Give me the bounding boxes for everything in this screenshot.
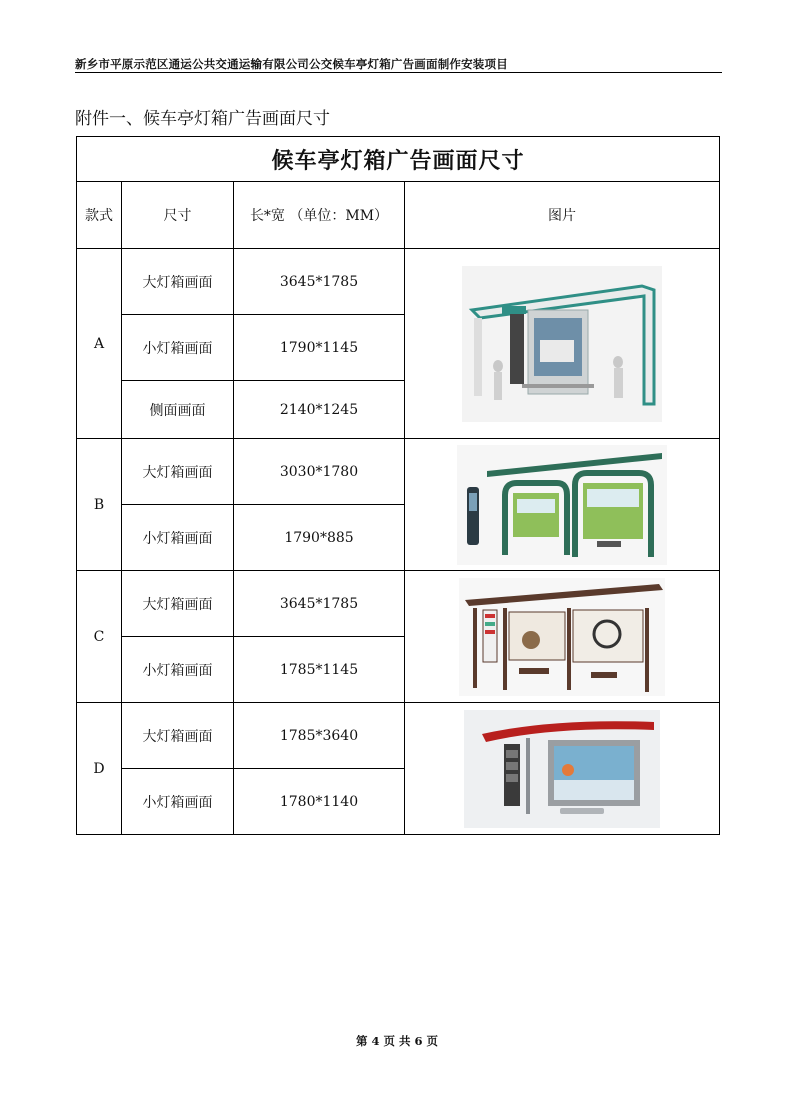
size-cell: 小灯箱画面 xyxy=(122,637,234,703)
dimension-cell: 3030*1780 xyxy=(234,439,405,505)
dimension-cell: 3645*1785 xyxy=(234,571,405,637)
style-cell-d: D xyxy=(77,703,122,835)
style-cell-c: C xyxy=(77,571,122,703)
size-cell: 大灯箱画面 xyxy=(122,571,234,637)
dimension-cell: 1790*885 xyxy=(234,505,405,571)
size-cell: 大灯箱画面 xyxy=(122,703,234,769)
annex-title: 附件一、候车亭灯箱广告画面尺寸 xyxy=(75,109,330,129)
dimension-cell: 1780*1140 xyxy=(234,769,405,835)
size-cell: 大灯箱画面 xyxy=(122,249,234,315)
image-cell-b xyxy=(405,439,720,571)
dimension-cell: 1790*1145 xyxy=(234,315,405,381)
column-header-size: 尺寸 xyxy=(122,182,234,249)
page-footer: 第 4 页 共 6 页 xyxy=(355,1034,439,1048)
size-cell: 小灯箱画面 xyxy=(122,315,234,381)
bus-shelter-b-image xyxy=(457,445,667,565)
dimension-cell: 1785*3640 xyxy=(234,703,405,769)
document-header: 新乡市平原示范区通运公共交通运输有限公司公交候车亭灯箱广告画面制作安装项目 xyxy=(75,57,508,71)
column-header-style: 款式 xyxy=(77,182,122,249)
size-cell: 小灯箱画面 xyxy=(122,505,234,571)
column-header-image: 图片 xyxy=(405,182,720,249)
size-cell: 小灯箱画面 xyxy=(122,769,234,835)
bus-shelter-a-image xyxy=(462,266,662,422)
dimension-cell: 1785*1145 xyxy=(234,637,405,703)
size-table xyxy=(76,136,720,835)
style-cell-a: A xyxy=(77,249,122,439)
size-cell: 大灯箱画面 xyxy=(122,439,234,505)
header-divider xyxy=(75,72,722,73)
style-cell-b: B xyxy=(77,439,122,571)
bus-shelter-d-image xyxy=(464,710,660,828)
image-cell-c xyxy=(405,571,720,703)
dimension-cell: 2140*1245 xyxy=(234,381,405,439)
table-title: 候车亭灯箱广告画面尺寸 xyxy=(77,137,720,182)
image-cell-d xyxy=(405,703,720,835)
column-header-dimensions: 长*宽 （单位：MM） xyxy=(234,182,405,249)
bus-shelter-c-image xyxy=(459,578,665,696)
image-cell-a xyxy=(405,249,720,439)
dimension-cell: 3645*1785 xyxy=(234,249,405,315)
size-cell: 侧面画面 xyxy=(122,381,234,439)
